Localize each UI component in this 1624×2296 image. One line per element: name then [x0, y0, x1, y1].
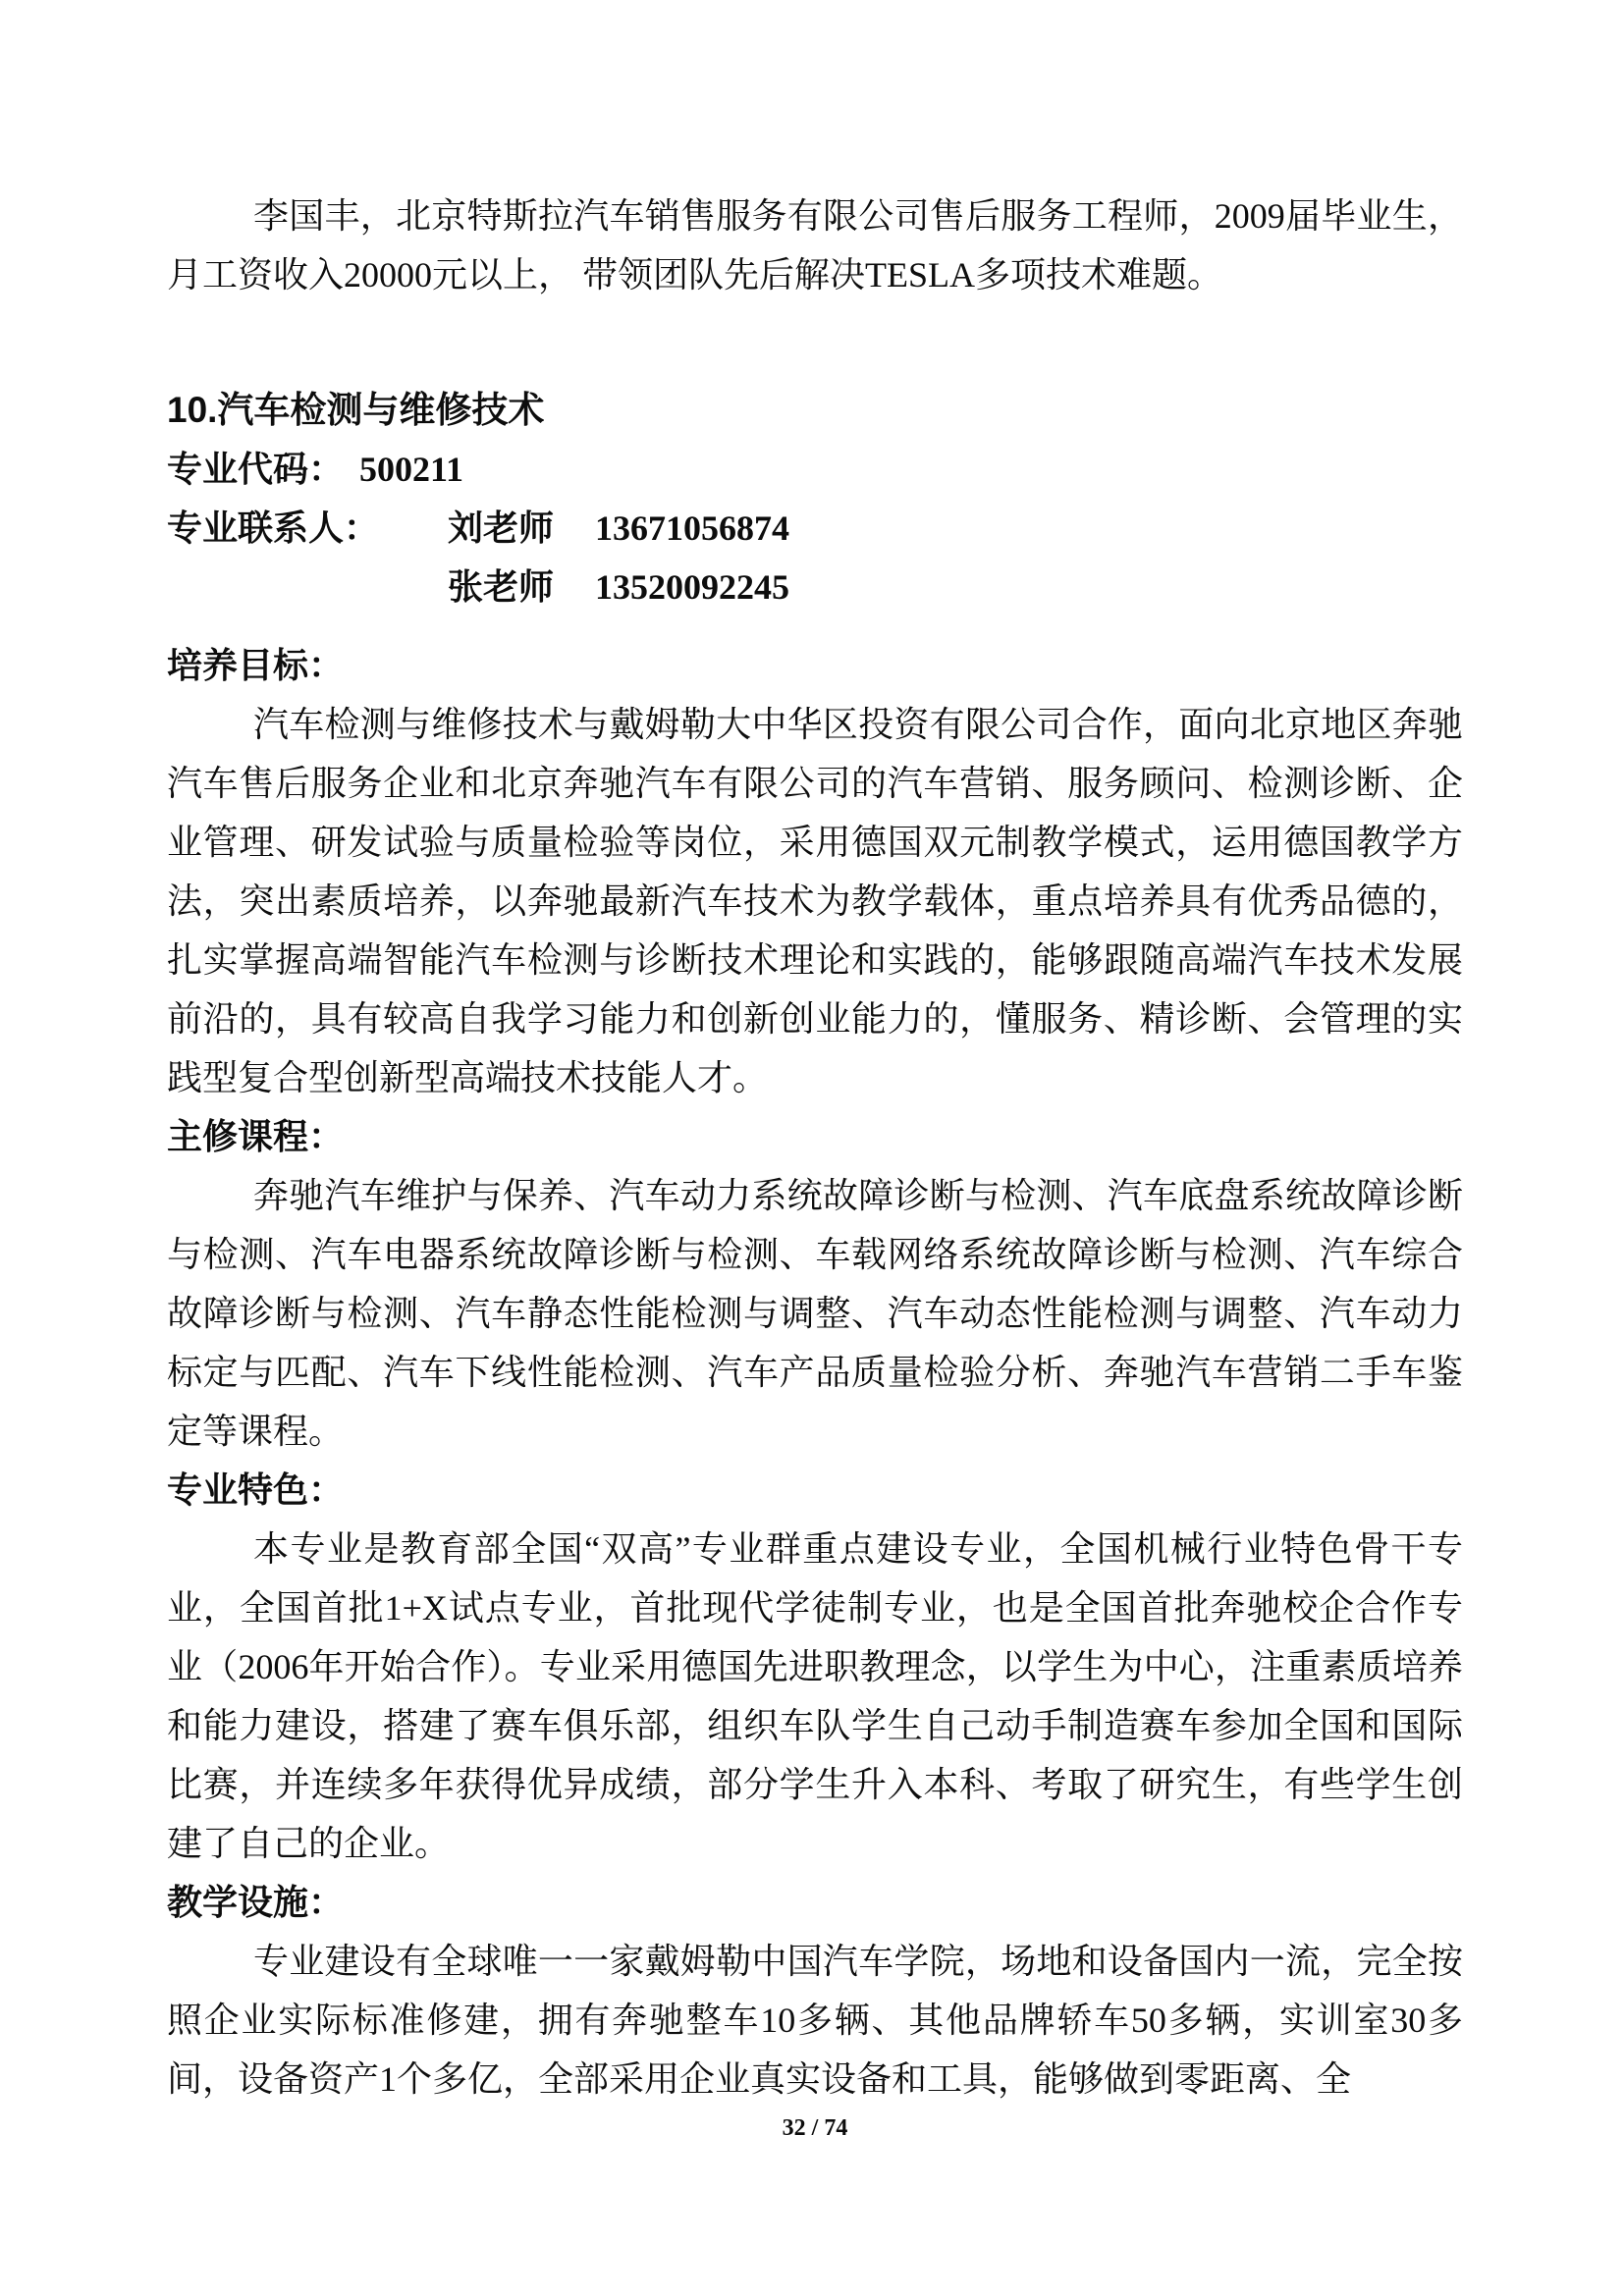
section-body-program-features: 本专业是教育部全国“双高”专业群重点建设专业，全国机械行业特色骨干专业，全国首批1+X试点专业，首批现代学徒制专业，也是全国首批奔驰校企合作专业（2006年开始合作）。专业采用德国先进职教理念，以学生为中心，注重素质培养和能力建设，搭建了赛车俱乐部，组织车队学生自己动手制造赛车参加全国和国际比赛，并连续多年获得优异成绩，部分学生升入本科、考取了研究生，有些学生创建了自己的企业。: [167, 1529, 1463, 1863]
program-code-value: 500211: [359, 450, 464, 489]
page-footer: [167, 2109, 1463, 2148]
contact-row-1: [167, 499, 1463, 558]
section-training-objectives: [167, 636, 1463, 1107]
contact-name-2: 张老师: [448, 566, 555, 607]
intro-paragraph: 李国丰，北京特斯拉汽车销售服务有限公司售后服务工程师，2009届毕业生，月工资收入20000元以上， 带领团队先后解决TESLA多项技术难题。: [167, 196, 1463, 294]
contact-name-1: 刘老师: [448, 507, 555, 548]
section-teaching-facilities: [167, 1873, 1463, 2109]
section-body-training-objectives: 汽车检测与维修技术与戴姆勒大中华区投资有限公司合作，面向北京地区奔驰汽车售后服务企业和北京奔驰汽车有限公司的汽车营销、服务顾问、检测诊断、企业管理、研发试验与质量检验等岗位，采用德国双元制教学模式，运用德国教学方法，突出素质培养，以奔驰最新汽车技术为教学载体，重点培养具有优秀品德的，扎实掌握高端智能汽车检测与诊断技术理论和实践的，能够跟随高端汽车技术发展前沿的，具有较高自我学习能力和创新创业能力的，懂服务、精诊断、会管理的实践型复合型创新型高端技术技能人才。: [167, 705, 1463, 1097]
section-title-teaching-facilities: 教学设施：: [167, 1882, 345, 1922]
section-title-program-features: 专业特色：: [167, 1469, 345, 1510]
contact-phone-1: 13671056874: [595, 508, 790, 548]
section-title-main-courses: 主修课程：: [167, 1116, 345, 1156]
contact-label-spacer: [167, 558, 448, 616]
section-body-teaching-facilities: 专业建设有全球唯一一家戴姆勒中国汽车学院，场地和设备国内一流，完全按照企业实际标准修建，拥有奔驰整车10多辆、其他品牌轿车50多辆，实训室30多间，设备资产1个多亿，全部采用企业真实设备和工具，能够做到零距离、全: [167, 1942, 1463, 2099]
section-main-courses: [167, 1107, 1463, 1461]
contact-row-2: [167, 558, 1463, 616]
contact-phone-2: 13520092245: [595, 567, 790, 607]
program-code-label: 专业代码：: [167, 449, 345, 489]
section-title-training-objectives: 培养目标：: [167, 645, 345, 685]
section-body-main-courses: 奔驰汽车维护与保养、汽车动力系统故障诊断与检测、汽车底盘系统故障诊断与检测、汽车电器系统故障诊断与检测、车载网络系统故障诊断与检测、汽车综合故障诊断与检测、汽车静态性能检测与调整、汽车动态性能检测与调整、汽车动力标定与匹配、汽车下线性能检测、汽车产品质量检验分析、奔驰汽车营销二手车鉴定等课程。: [167, 1176, 1463, 1451]
contact-label: 专业联系人：: [167, 507, 380, 548]
program-heading: 10.汽车检测与维修技术: [167, 390, 545, 430]
program-code-row: [167, 440, 1463, 499]
page-number: 32 / 74: [782, 2115, 848, 2141]
section-program-features: [167, 1461, 1463, 1873]
